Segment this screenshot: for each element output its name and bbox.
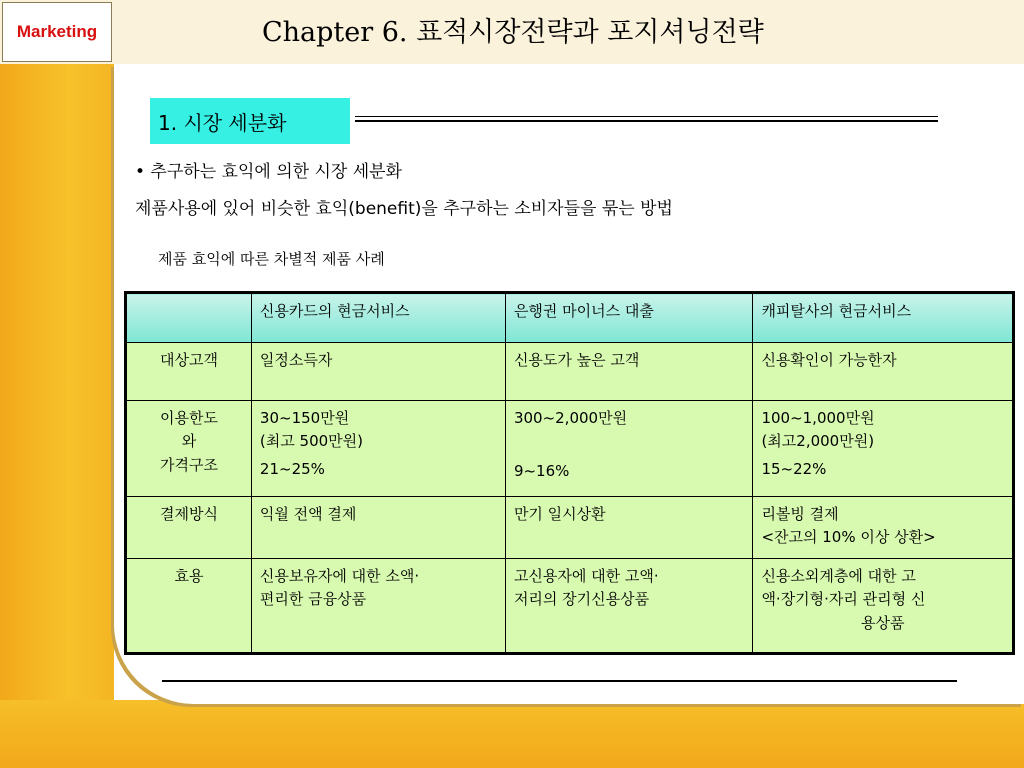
row-label: 대상고객 [126,343,252,401]
table-cell: 신용도가 높은 고객 [505,343,753,401]
table-header-row [126,293,1014,343]
table-cell: 일정소득자 [251,343,505,401]
table-cell [753,559,1014,654]
section-heading-box [150,98,350,144]
comparison-table [124,291,1015,655]
table-row-payment [126,497,1014,559]
table-cell [505,401,753,497]
table-caption: 제품 효익에 따른 차별적 제품 사례 [158,250,385,268]
header-cell-bank-overdraft: 은행권 마이너스 대출 [505,293,753,343]
heading-rule-top [355,116,938,117]
cell-line: 저리의 장기신용상품 [513,590,650,609]
cell-line: 21~25% [259,459,325,478]
cell-line: 고신용자에 대한 고액· [513,567,659,585]
left-accent-bar [0,64,114,768]
table-row-limit [126,401,1014,497]
row-label: 효용 [126,559,252,654]
bullet-point: • 추구하는 효익에 의한 시장 세분화 [135,162,402,182]
table-cell: 만기 일시상환 [505,497,753,559]
table-cell: 신용확인이 가능한자 [753,343,1014,401]
section-heading: 1. 시장 세분화 [158,110,287,135]
table-row-utility [126,559,1014,654]
cell-line: 100~1,000만원 [761,409,875,427]
header-cell-capital-cash: 캐피탈사의 현금서비스 [753,293,1014,343]
row-label-line: 와 [181,432,197,451]
cell-line: 15~22% [761,459,827,478]
cell-line: (최고2,000만원) [761,432,875,451]
cell-line: 리볼빙 결제 [761,505,839,523]
cell-line: 300~2,000만원 [513,409,628,427]
cell-line: 편리한 금융상품 [259,590,367,609]
cell-line: <잔고의 10% 이상 상환> [761,528,936,547]
cell-line: 신용보유자에 대한 소액· [259,567,420,585]
footer-rule [162,680,957,682]
table-row-target [126,343,1014,401]
cell-line: 신용소외계층에 대한 고 [761,567,916,585]
table-cell: 익월 전액 결제 [251,497,505,559]
description-text: 제품사용에 있어 비슷한 효익(benefit)을 추구하는 소비자들을 묶는 방법 [135,199,673,219]
cell-line: 액·장기형·자리 관리형 신 [761,590,926,609]
table-cell [251,559,505,654]
table-cell [251,401,505,497]
marketing-logo [2,2,112,62]
table-cell [505,559,753,654]
cell-line: (최고 500만원) [259,432,363,451]
cell-line: 용상품 [860,613,905,632]
page-title: Chapter 6. 표적시장전략과 포지셔닝전략 [262,17,764,48]
row-label: 결제방식 [126,497,252,559]
cell-line: 9~16% [513,462,570,481]
row-label-line: 이용한도 [159,409,218,427]
header-cell-empty [126,293,252,343]
heading-rule [355,120,938,122]
logo-text: Marketing [16,22,98,41]
bottom-accent-bar [0,700,1024,768]
table-cell [753,497,1014,559]
cell-line: 30~150만원 [259,409,350,427]
row-label-line: 가격구조 [159,455,218,474]
header-cell-card-cash: 신용카드의 현금서비스 [251,293,505,343]
table-cell [753,401,1014,497]
row-label [126,401,252,497]
